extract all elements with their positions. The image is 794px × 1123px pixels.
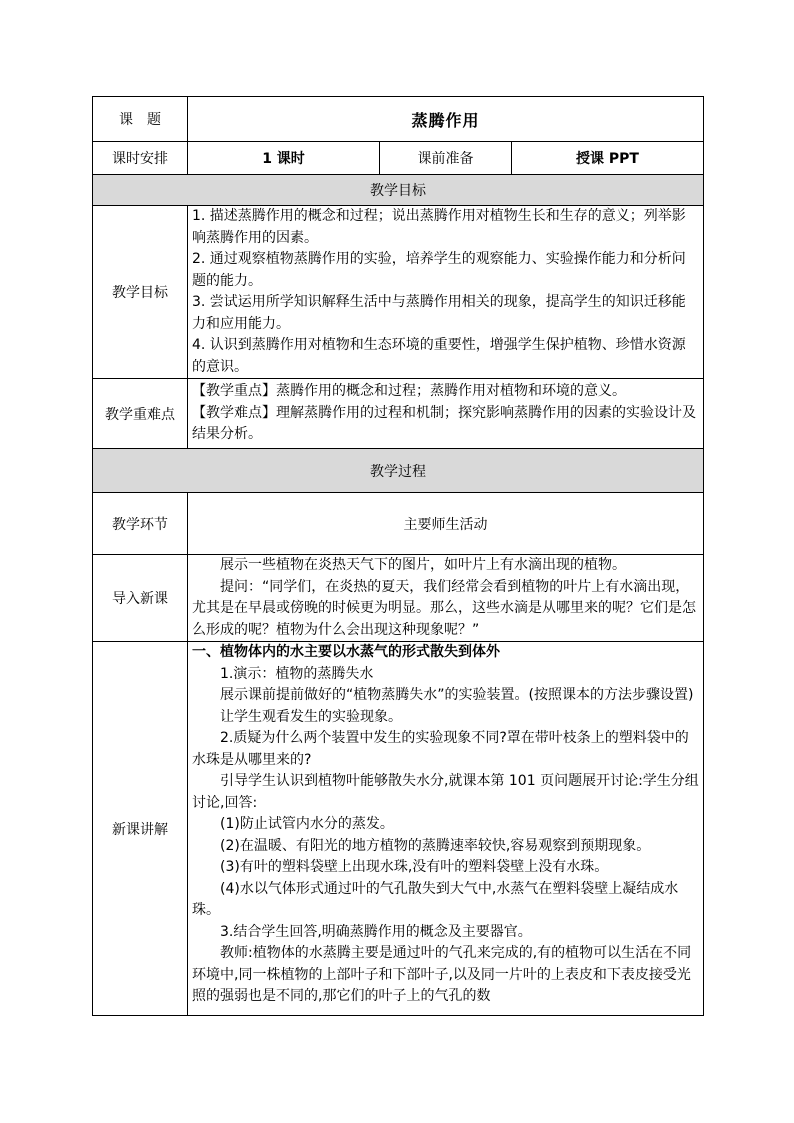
lecture-paragraph: 3.结合学生回答,明确蒸腾作用的概念及主要器官。 bbox=[220, 923, 532, 940]
intro-row bbox=[93, 555, 704, 642]
lecture-row bbox=[93, 642, 704, 1016]
lecture-paragraph: 教师:植物体的水蒸腾主要是通过叶的气孔来完成的,有的植物可以生活在不同环境中,同一株植物的上部叶子和下部叶子,以及同一片叶的上表皮和下表皮接受光照的强弱也是不同的,那它们的叶子上的气孔的数 bbox=[192, 945, 692, 1004]
process-header-label: 教学环节 bbox=[93, 493, 188, 555]
objectives-label: 教学目标 bbox=[93, 206, 188, 379]
objectives-band: 教学目标 bbox=[93, 175, 704, 206]
key-point: 【教学重点】蒸腾作用的概念和过程；蒸腾作用对植物和环境的意义。 bbox=[192, 383, 626, 400]
lesson-plan-table bbox=[92, 96, 704, 1016]
schedule-label: 课时安排 bbox=[93, 142, 188, 175]
lecture-paragraph: (1)防止试管内水分的蒸发。 bbox=[220, 816, 394, 832]
lecture-paragraph: (4)水以气体形式通过叶的气孔散失到大气中,水蒸气在塑料袋壁上凝结成水珠。 bbox=[192, 880, 679, 918]
process-band-row bbox=[93, 449, 704, 493]
prep-label: 课前准备 bbox=[380, 142, 512, 175]
lecture-paragraph: 1.演示：植物的蒸腾失水 bbox=[220, 665, 374, 682]
key-points-row bbox=[93, 379, 704, 449]
lecture-paragraph: (3)有叶的塑料袋壁上出现水珠,没有叶的塑料袋壁上没有水珠。 bbox=[220, 859, 609, 875]
topic-row bbox=[93, 97, 704, 142]
lecture-label: 新课讲解 bbox=[93, 642, 188, 1016]
objective-item: 1. 描述蒸腾作用的概念和过程；说出蒸腾作用对植物生长和生存的意义；列举影响蒸腾作用的因素。 bbox=[192, 208, 686, 246]
objectives-content bbox=[188, 206, 704, 379]
lecture-paragraph: 让学生观看发生的实验现象。 bbox=[220, 708, 402, 725]
key-points-content bbox=[188, 379, 704, 449]
objective-item: 3. 尝试运用所学知识解释生活中与蒸腾作用相关的现象，提高学生的知识迁移能力和应用能力。 bbox=[192, 294, 686, 332]
prep-value: 授课 PPT bbox=[512, 142, 704, 175]
topic-value: 蒸腾作用 bbox=[188, 97, 704, 142]
lecture-paragraph: 展示课前提前做好的“植物蒸腾失水”的实验装置。(按照课本的方法步骤设置) bbox=[220, 687, 694, 703]
objective-item: 2. 通过观察植物蒸腾作用的实验，培养学生的观察能力、实验操作能力和分析问题的能力。 bbox=[192, 251, 686, 289]
schedule-row bbox=[93, 142, 704, 175]
objective-item: 4. 认识到蒸腾作用对植物和生态环境的重要性，增强学生保护植物、珍惜水资源的意识。 bbox=[192, 337, 686, 375]
intro-paragraph: 提问：“同学们，在炎热的夏天，我们经常会看到植物的叶片上有水滴出现，尤其是在早晨或傍晚的时候更为明显。那么，这些水滴是从哪里来的呢？它们是怎么形成的呢？植物为什么会出现这种现象呢？” bbox=[192, 578, 696, 638]
intro-label: 导入新课 bbox=[93, 555, 188, 642]
schedule-value: 1 课时 bbox=[188, 142, 380, 175]
process-band: 教学过程 bbox=[93, 449, 704, 493]
process-header-row bbox=[93, 493, 704, 555]
lecture-paragraph: 引导学生认识到植物叶能够散失水分,就课本第 101 页问题展开讨论:学生分组讨论,回答: bbox=[192, 773, 699, 811]
lecture-paragraph: (2)在温暖、有阳光的地方植物的蒸腾速率较快,容易观察到预期现象。 bbox=[220, 837, 651, 854]
intro-content bbox=[188, 555, 704, 642]
topic-label: 课 题 bbox=[93, 97, 188, 142]
lecture-heading: 一、植物体内的水主要以水蒸气的形式散失到体外 bbox=[192, 644, 500, 660]
lecture-content bbox=[188, 642, 704, 1016]
objectives-band-row bbox=[93, 175, 704, 206]
process-header-value: 主要师生活动 bbox=[188, 493, 704, 555]
key-points-label: 教学重难点 bbox=[93, 379, 188, 449]
intro-paragraph: 展示一些植物在炎热天气下的图片，如叶片上有水滴出现的植物。 bbox=[220, 557, 626, 573]
difficult-point: 【教学难点】理解蒸腾作用的过程和机制；探究影响蒸腾作用的因素的实验设计及结果分析。 bbox=[192, 404, 696, 443]
lecture-paragraph: 2.质疑为什么两个装置中发生的实验现象不同?罩在带叶枝条上的塑料袋中的水珠是从哪里来的? bbox=[192, 730, 689, 768]
objectives-row bbox=[93, 206, 704, 379]
